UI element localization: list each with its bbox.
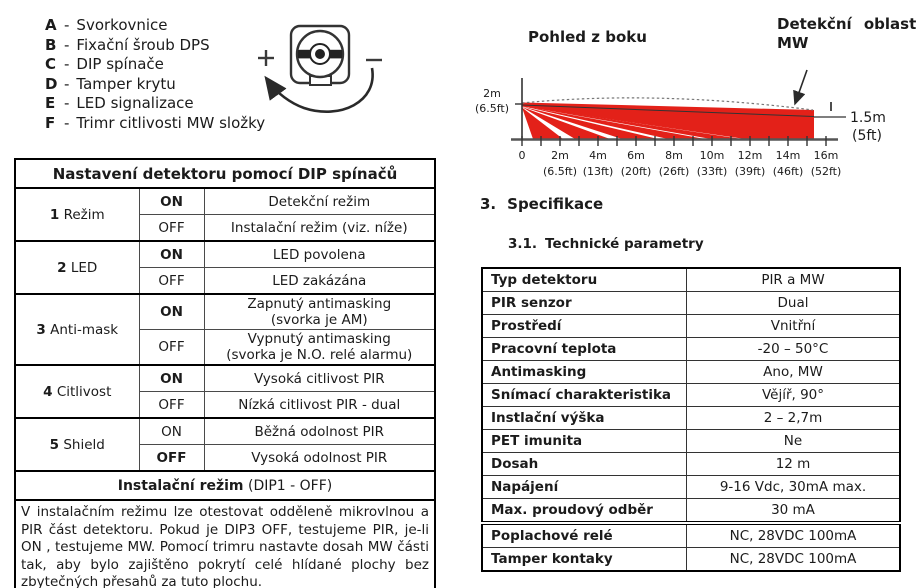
install-mode-text-row xyxy=(15,500,435,588)
dip-desc: Instalační režim (viz. níže) xyxy=(204,215,435,242)
param-name: Instlační výška xyxy=(482,407,687,430)
legend-label: Trimr citlivosti MW složky xyxy=(76,113,266,132)
table-row xyxy=(15,188,435,215)
svg-text:(20ft): (20ft) xyxy=(620,165,652,178)
svg-text:(6.5ft): (6.5ft) xyxy=(542,165,578,178)
dip-state-on: ON xyxy=(139,294,204,330)
param-name: Typ detektoru xyxy=(482,268,687,292)
svg-text:(52ft): (52ft) xyxy=(810,165,842,178)
dip-desc: Nízká citlivost PIR - dual xyxy=(204,392,435,419)
param-value: 12 m xyxy=(687,453,901,476)
mw-area-label-line1: Detekční oblast xyxy=(777,15,917,33)
pointer-arrow-icon xyxy=(796,70,807,101)
param-name: Poplachové relé xyxy=(482,523,687,548)
table-row xyxy=(482,338,900,361)
svg-text:14m: 14m xyxy=(775,149,801,162)
section-heading xyxy=(480,195,603,213)
trimmer-screw-icon xyxy=(291,26,349,85)
mw-area-label-line2: MW xyxy=(777,34,809,52)
dip-state-on: ON xyxy=(139,418,204,445)
legend-item xyxy=(45,114,265,134)
section-number: 3. xyxy=(480,195,497,213)
table-row xyxy=(482,548,900,572)
dip-state-off: OFF xyxy=(139,392,204,419)
param-value: NC, 28VDC 100mA xyxy=(687,548,901,572)
table-row xyxy=(15,418,435,445)
dip-desc: Vysoká odolnost PIR xyxy=(204,445,435,472)
dip-desc: Běžná odolnost PIR xyxy=(204,418,435,445)
param-value: Ano, MW xyxy=(687,361,901,384)
table-row xyxy=(482,453,900,476)
section-title: Specifikace xyxy=(507,195,604,213)
param-value: -20 – 50°C xyxy=(687,338,901,361)
param-value: Vějíř, 90° xyxy=(687,384,901,407)
subsection-title: Technické parametry xyxy=(545,236,704,252)
svg-text:16m: 16m xyxy=(813,149,839,162)
table-row xyxy=(482,268,900,292)
install-mode-title: Instalační režim (DIP1 - OFF) xyxy=(15,471,435,500)
param-name: Tamper kontaky xyxy=(482,548,687,572)
legend-letter: D xyxy=(45,74,58,93)
svg-text:2m: 2m xyxy=(551,149,569,162)
sideview-title: Pohled z boku xyxy=(528,28,647,46)
legend-item xyxy=(45,55,265,75)
table-row xyxy=(482,499,900,524)
trimmer-adjust-icon xyxy=(250,14,390,132)
far-height-m: 1.5m xyxy=(850,110,886,126)
svg-text:4m: 4m xyxy=(589,149,607,162)
dip-desc: Detekční režim xyxy=(204,188,435,215)
svg-text:10m: 10m xyxy=(699,149,725,162)
dip-desc: Vypnutý antimasking (svorka je N.O. relé alarmu) xyxy=(204,330,435,366)
param-name: PIR senzor xyxy=(482,292,687,315)
far-height-ft: (5ft) xyxy=(852,128,883,144)
subsection-number: 3.1. xyxy=(508,236,538,252)
legend-separator: - xyxy=(64,35,70,54)
table-row xyxy=(482,315,900,338)
dip-group-label: 2 LED xyxy=(15,241,139,294)
dip-desc: Vysoká citlivost PIR xyxy=(204,365,435,392)
param-name: Antimasking xyxy=(482,361,687,384)
legend-letter: A xyxy=(45,16,57,34)
distance-tick-labels xyxy=(519,149,842,178)
table-row xyxy=(482,292,900,315)
param-name: Max. proudový odběr xyxy=(482,499,687,524)
legend-letter: C xyxy=(45,55,57,73)
technical-parameters-table xyxy=(481,267,901,572)
dip-desc: Zapnutý antimasking (svorka je AM) xyxy=(204,294,435,330)
table-row xyxy=(482,523,900,548)
dip-table-header-row xyxy=(15,159,435,188)
param-value: 9-16 Vdc, 30mA max. xyxy=(687,476,901,499)
dip-state-off: OFF xyxy=(139,268,204,295)
legend-letter: F xyxy=(45,113,56,132)
svg-text:12m: 12m xyxy=(737,149,763,162)
legend-label: Fixační šroub DPS xyxy=(76,35,210,54)
svg-text:6m: 6m xyxy=(627,149,645,162)
dip-desc: LED zakázána xyxy=(204,268,435,295)
legend-item xyxy=(45,36,265,56)
param-value: 2 – 2,7m xyxy=(687,407,901,430)
param-value: Dual xyxy=(687,292,901,315)
table-row xyxy=(15,294,435,330)
dip-state-on: ON xyxy=(139,365,204,392)
mount-height-m: 2m xyxy=(483,87,501,100)
table-row xyxy=(482,361,900,384)
param-value: Ne xyxy=(687,430,901,453)
table-row xyxy=(482,430,900,453)
dip-group-label: 3 Anti-mask xyxy=(15,294,139,365)
legend-separator: - xyxy=(64,94,70,112)
dip-state-on: ON xyxy=(139,241,204,268)
legend-label: Tamper krytu xyxy=(76,74,176,93)
legend-label: DIP spínače xyxy=(76,55,164,73)
install-mode-text: V instalačním režimu lze otestovat odděleně mikrovlnou a PIR část detektoru. Pokud je DIP3 OFF, testujeme PIR, je-li ON , testujeme MW. Pomocí trimru nastavte dosah MW části tak, aby bylo zajištěno pokrytí celé hlídané plochy bez zbytečných přesahů za tuto plochu. xyxy=(15,500,435,588)
table-row xyxy=(482,476,900,499)
detection-pattern-diagram xyxy=(460,0,920,190)
legend-letter: E xyxy=(45,94,56,112)
param-value: NC, 28VDC 100mA xyxy=(687,523,901,548)
svg-text:(26ft): (26ft) xyxy=(658,165,690,178)
table-row xyxy=(15,241,435,268)
legend-item xyxy=(45,94,265,114)
svg-text:(46ft): (46ft) xyxy=(772,165,804,178)
pir-beams xyxy=(522,103,814,140)
subsection-heading xyxy=(508,236,704,252)
param-value: Vnitřní xyxy=(687,315,901,338)
plus-icon xyxy=(258,50,274,66)
legend-separator: - xyxy=(64,113,70,132)
dip-group-label: 1 Režim xyxy=(15,188,139,241)
param-value: PIR a MW xyxy=(687,268,901,292)
parts-legend xyxy=(45,16,265,133)
legend-item xyxy=(45,16,265,36)
param-name: Pracovní teplota xyxy=(482,338,687,361)
param-value: 30 mA xyxy=(687,499,901,524)
svg-text:0: 0 xyxy=(518,149,526,162)
install-mode-title-row xyxy=(15,471,435,500)
param-name: PET imunita xyxy=(482,430,687,453)
dip-desc: LED povolena xyxy=(204,241,435,268)
table-row xyxy=(482,384,900,407)
dip-state-on: ON xyxy=(139,188,204,215)
table-row xyxy=(482,407,900,430)
table-row xyxy=(15,365,435,392)
svg-text:(33ft): (33ft) xyxy=(696,165,728,178)
param-name: Dosah xyxy=(482,453,687,476)
dip-group-label: 5 Shield xyxy=(15,418,139,471)
dip-settings-table xyxy=(14,158,436,588)
svg-text:(39ft): (39ft) xyxy=(734,165,766,178)
svg-text:(13ft): (13ft) xyxy=(582,165,614,178)
legend-letter: B xyxy=(45,35,57,54)
legend-label: LED signalizace xyxy=(76,94,194,112)
dip-group-label: 4 Citlivost xyxy=(15,365,139,418)
svg-text:8m: 8m xyxy=(665,149,683,162)
legend-separator: - xyxy=(64,74,70,93)
param-name: Snímací charakteristika xyxy=(482,384,687,407)
mount-height-ft: (6.5ft) xyxy=(474,102,510,115)
legend-label: Svorkovnice xyxy=(76,16,168,34)
legend-separator: - xyxy=(64,55,70,73)
dip-table-title: Nastavení detektoru pomocí DIP spínačů xyxy=(15,159,435,188)
dip-state-off: OFF xyxy=(139,445,204,472)
param-name: Prostředí xyxy=(482,315,687,338)
legend-separator: - xyxy=(64,16,70,34)
dip-state-off: OFF xyxy=(139,330,204,366)
param-name: Napájení xyxy=(482,476,687,499)
legend-item xyxy=(45,75,265,95)
dip-state-off: OFF xyxy=(139,215,204,242)
